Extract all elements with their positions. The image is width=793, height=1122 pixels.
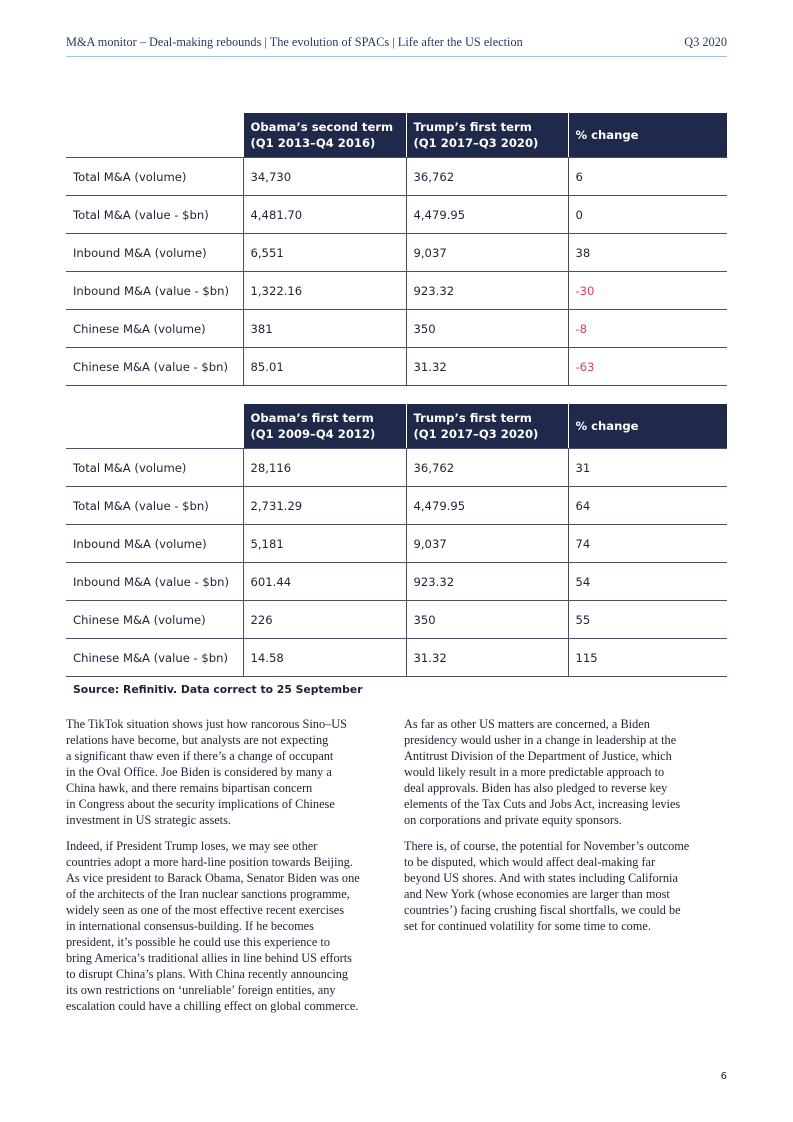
cell-value: 34,730 [243, 158, 406, 196]
cell-value: 226 [243, 601, 406, 639]
row-label: Total M&A (volume) [66, 449, 243, 487]
header-blank-cell [66, 113, 243, 158]
body-line: its own restrictions on ‘unreliable’ foreign entities, any [66, 983, 336, 997]
body-line: in the Oval Office. Joe Biden is considered by many a [66, 765, 332, 779]
header-trump-first-term [406, 113, 568, 158]
page-header [66, 34, 727, 57]
table-row [66, 196, 727, 234]
page-number: 6 [720, 1071, 727, 1082]
cell-change: 64 [568, 487, 727, 525]
cell-value: 923.32 [406, 272, 568, 310]
cell-value: 6,551 [243, 234, 406, 272]
body-paragraph [404, 716, 734, 828]
cell-value: 601.44 [243, 563, 406, 601]
table-header-row [66, 113, 727, 158]
cell-value: 350 [406, 310, 568, 348]
body-line: to be disputed, which would affect deal-making far [404, 855, 656, 869]
body-line: As far as other US matters are concerned, a Biden [404, 717, 650, 731]
cell-value: 5,181 [243, 525, 406, 563]
body-line: As vice president to Barack Obama, Senator Biden was one [66, 871, 360, 885]
cell-value: 9,037 [406, 234, 568, 272]
body-paragraph [66, 838, 396, 1014]
cell-value: 31.32 [406, 639, 568, 677]
header-line: Trump’s first term [413, 120, 532, 134]
cell-value: 14.58 [243, 639, 406, 677]
header-line: (Q1 2017–Q3 2020) [413, 136, 539, 150]
body-column-right [404, 716, 734, 944]
header-percent-change [568, 404, 727, 449]
body-line: in international consensus-building. If he becomes [66, 919, 314, 933]
body-line: and New York (whose economies are larger than most [404, 887, 670, 901]
body-line: countries adopt a more hard-line position towards Beijing. [66, 855, 353, 869]
cell-value: 9,037 [406, 525, 568, 563]
cell-change: 54 [568, 563, 727, 601]
cell-value: 381 [243, 310, 406, 348]
cell-value: 4,481.70 [243, 196, 406, 234]
table-row [66, 449, 727, 487]
table-source-note: Source: Refinitiv. Data correct to 25 September [73, 683, 363, 696]
header-quarter: Q3 2020 [684, 35, 727, 49]
header-obama-first-term [243, 404, 406, 449]
cell-value: 31.32 [406, 348, 568, 386]
cell-change: 74 [568, 525, 727, 563]
row-label: Chinese M&A (value - $bn) [66, 639, 243, 677]
body-line: investment in US strategic assets. [66, 813, 231, 827]
row-label: Chinese M&A (volume) [66, 601, 243, 639]
cell-value: 350 [406, 601, 568, 639]
header-percent-change [568, 113, 727, 158]
cell-value: 85.01 [243, 348, 406, 386]
header-line: % change [575, 419, 639, 433]
body-line: There is, of course, the potential for November’s outcome [404, 839, 690, 853]
row-label: Chinese M&A (value - $bn) [66, 348, 243, 386]
header-line: Trump’s first term [413, 411, 532, 425]
cell-change: 55 [568, 601, 727, 639]
cell-value: 36,762 [406, 449, 568, 487]
comparison-table-first-term [66, 404, 727, 677]
body-line: would likely result in a more predictable approach to [404, 765, 665, 779]
body-paragraph [404, 838, 734, 934]
table-row [66, 158, 727, 196]
header-line: (Q1 2013–Q4 2016) [250, 136, 376, 150]
cell-value: 4,479.95 [406, 196, 568, 234]
header-blank-cell [66, 404, 243, 449]
row-label: Total M&A (volume) [66, 158, 243, 196]
body-line: on corporations and private equity sponsors. [404, 813, 622, 827]
body-line: The TikTok situation shows just how rancorous Sino–US [66, 717, 347, 731]
header-line: % change [575, 128, 639, 142]
body-line: bring America’s traditional allies in line behind US efforts [66, 951, 352, 965]
body-line: China hawk, and there remains bipartisan concern [66, 781, 313, 795]
cell-change: 31 [568, 449, 727, 487]
cell-change: 115 [568, 639, 727, 677]
body-line: escalation could have a chilling effect on global commerce. [66, 999, 359, 1013]
table-row [66, 487, 727, 525]
cell-change: -63 [568, 348, 727, 386]
comparison-table-second-term [66, 113, 727, 386]
cell-value: 923.32 [406, 563, 568, 601]
cell-change: 38 [568, 234, 727, 272]
body-line: Indeed, if President Trump loses, we may see other [66, 839, 318, 853]
row-label: Inbound M&A (volume) [66, 525, 243, 563]
header-line: Obama’s second term [250, 120, 394, 134]
row-label: Total M&A (value - $bn) [66, 487, 243, 525]
row-label: Inbound M&A (value - $bn) [66, 272, 243, 310]
body-line: of the architects of the Iran nuclear sanctions programme, [66, 887, 350, 901]
body-line: beyond US shores. And with states including California [404, 871, 678, 885]
table-row [66, 563, 727, 601]
cell-value: 28,116 [243, 449, 406, 487]
body-line: widely seen as one of the most effective recent exercises [66, 903, 345, 917]
cell-change: -8 [568, 310, 727, 348]
cell-value: 4,479.95 [406, 487, 568, 525]
header-line: Obama’s first term [250, 411, 374, 425]
row-label: Inbound M&A (value - $bn) [66, 563, 243, 601]
body-line: to disrupt China’s plans. With China recently announcing [66, 967, 349, 981]
header-obama-second-term [243, 113, 406, 158]
table-row [66, 348, 727, 386]
header-line: (Q1 2009–Q4 2012) [250, 427, 376, 441]
cell-value: 1,322.16 [243, 272, 406, 310]
body-line: a significant thaw even if there’s a change of occupant [66, 749, 334, 763]
table-row [66, 525, 727, 563]
header-title: M&A monitor – Deal-making rebounds | The evolution of SPACs | Life after the US election [66, 35, 523, 49]
body-line: set for continued volatility for some time to come. [404, 919, 651, 933]
table-row [66, 639, 727, 677]
header-trump-first-term [406, 404, 568, 449]
body-line: elements of the Tax Cuts and Jobs Act, increasing levies [404, 797, 681, 811]
body-line: deal approvals. Biden has also pledged to reverse key [404, 781, 668, 795]
table-row [66, 272, 727, 310]
table-row [66, 310, 727, 348]
body-line: in Congress about the security implications of Chinese [66, 797, 335, 811]
cell-change: -30 [568, 272, 727, 310]
row-label: Chinese M&A (volume) [66, 310, 243, 348]
row-label: Inbound M&A (volume) [66, 234, 243, 272]
row-label: Total M&A (value - $bn) [66, 196, 243, 234]
body-line: Antitrust Division of the Department of Justice, which [404, 749, 672, 763]
cell-value: 2,731.29 [243, 487, 406, 525]
body-paragraph [66, 716, 396, 828]
body-column-left [66, 716, 396, 1024]
table-row [66, 234, 727, 272]
body-line: president, it’s possible he could use this experience to [66, 935, 330, 949]
table-row [66, 601, 727, 639]
cell-value: 36,762 [406, 158, 568, 196]
cell-change: 0 [568, 196, 727, 234]
body-line: countries’) facing crushing fiscal shortfalls, we could be [404, 903, 681, 917]
body-line: relations have become, but analysts are not expecting [66, 733, 329, 747]
header-line: (Q1 2017–Q3 2020) [413, 427, 539, 441]
cell-change: 6 [568, 158, 727, 196]
table-header-row [66, 404, 727, 449]
body-line: presidency would usher in a change in leadership at the [404, 733, 677, 747]
